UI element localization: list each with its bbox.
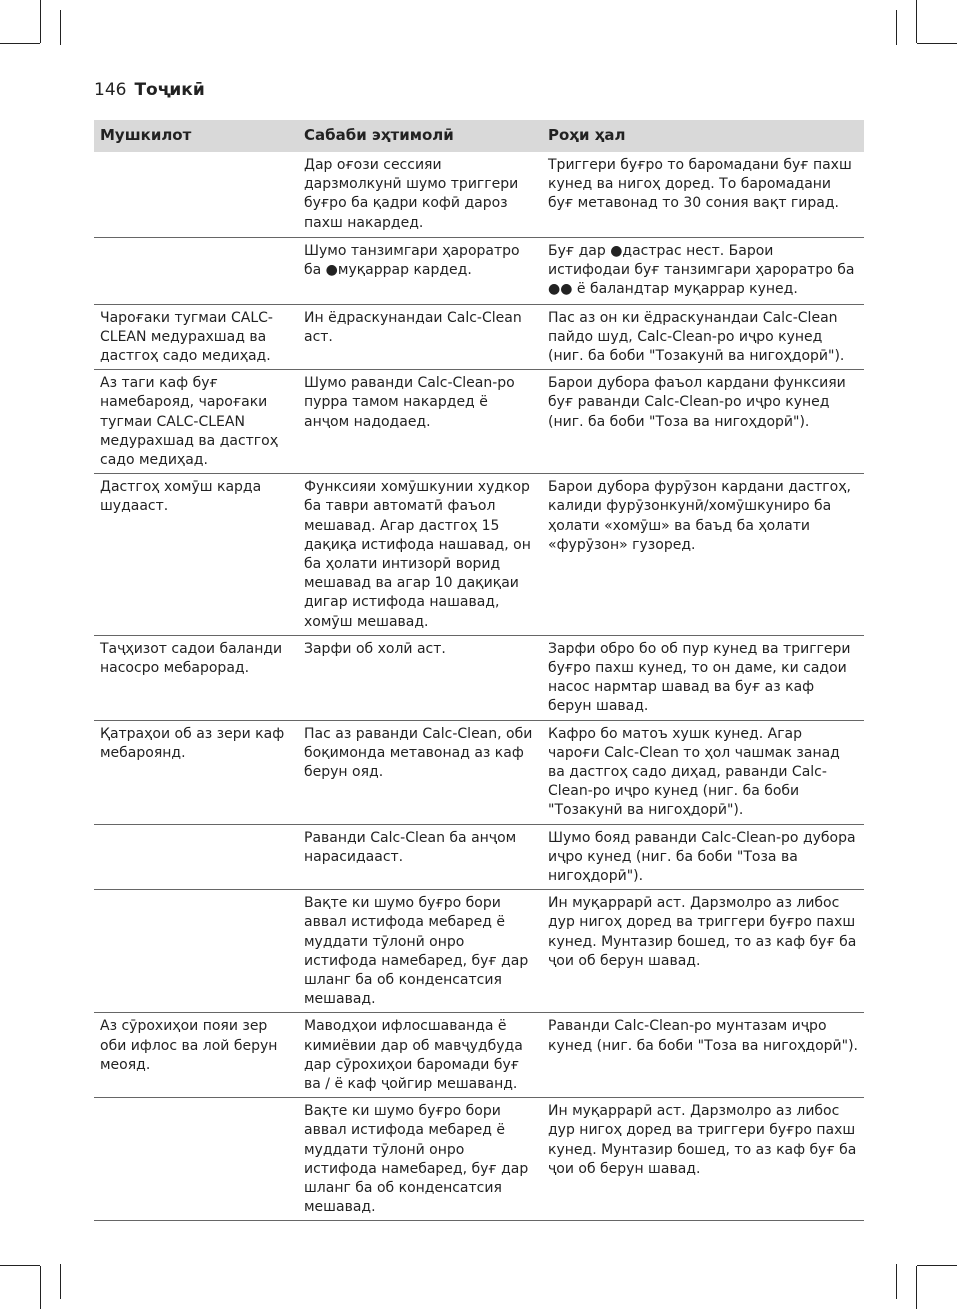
crop-mark	[896, 1264, 897, 1299]
problem-cell: Таҷҳизот садои баланди насосро мебарорад.	[94, 635, 298, 720]
crop-mark	[916, 1266, 917, 1309]
problem-cell	[94, 890, 298, 1013]
crop-mark	[0, 43, 40, 44]
column-header-problem: Мушкилот	[94, 120, 298, 152]
solution-cell: Раванди Calc-Clean-ро мунтазам иҷро кунед (ниг. ба боби "Тоза ва нигоҳдорӣ").	[542, 1013, 864, 1098]
problem-cell: Чароғаки тугмаи CALC-CLEAN медурахшад ва дастгоҳ садо медиҳад.	[94, 304, 298, 370]
problem-cell: Аз сӯрохиҳои пояи зер оби ифлос ва лой берун меояд.	[94, 1013, 298, 1098]
crop-mark	[60, 1264, 61, 1299]
problem-cell	[94, 152, 298, 237]
solution-cell: Триггери буғро то баромадани буғ пахш кунед ва нигоҳ доред. То баромадани буғ метавонад то 30 сония вақт гирад.	[542, 152, 864, 237]
solution-cell: Кафро бо матоъ хушк кунед. Агар чароғи Calc-Clean то ҳол чашмак занад ва дастгоҳ садо диҳад, раванди Calc-Clean-ро иҷро кунед (ниг. ба боби "Тозакунӣ ва нигоҳдорӣ").	[542, 720, 864, 824]
solution-cell: Барои дубора фурӯзон кардани дастгоҳ, калиди фурӯзонкунӣ/хомӯшкуниро ба ҳолати «хомӯш» ва баъд ба ҳолати «фурӯзон» гузоред.	[542, 474, 864, 636]
table-row	[94, 824, 864, 890]
crop-mark	[896, 10, 897, 45]
crop-mark	[916, 0, 917, 43]
cause-cell: Ин ёдраскунандаи Calc-Clean аст.	[298, 304, 542, 370]
cause-cell: Маводҳои ифлосшаванда ё кимиёвии дар об мавҷудбуда дар сӯрохиҳои баромади буғ ва / ё каф ҷойгир мешаванд.	[298, 1013, 542, 1098]
crop-mark	[60, 10, 61, 45]
page-number: 146	[94, 80, 127, 100]
solution-cell: Зарфи обро бо об пур кунед ва триггери буғро пахш кунед, то он даме, ки садои насос нармтар шавад ва буғ аз каф берун шавад.	[542, 635, 864, 720]
page-language: Тоҷикӣ	[134, 80, 205, 100]
crop-mark	[917, 1265, 957, 1266]
table-row	[94, 370, 864, 474]
crop-mark	[0, 1265, 40, 1266]
cause-cell: Шумо раванди Calc-Clean-ро пурра тамом накардед ё анҷом надодаед.	[298, 370, 542, 474]
problem-cell	[94, 237, 298, 304]
table-row	[94, 474, 864, 636]
problem-cell	[94, 1098, 298, 1221]
cause-cell: Раванди Calc-Clean ба анҷом нарасидааст.	[298, 824, 542, 890]
table-row	[94, 1013, 864, 1098]
problem-cell: Қатраҳои об аз зери каф мебароянд.	[94, 720, 298, 824]
cause-cell: Дар оғози сессияи дарзмолкунӣ шумо триггери буғро ба қадри кофӣ дароз пахш накардед.	[298, 152, 542, 237]
cause-cell: Вақте ки шумо буғро бори аввал истифода мебаред ё муддати тӯлонӣ онро истифода намебаред, буғ дар шланг ба об конденсатсия мешавад.	[298, 1098, 542, 1221]
solution-cell: Ин муқаррарӣ аст. Дарзмолро аз либос дур нигоҳ доред ва триггери буғро пахш кунед. Мунтазир бошед, то аз каф буғ ба ҷои об берун шавад.	[542, 890, 864, 1013]
problem-cell: Аз таги каф буғ намебарояд, чароғаки тугмаи CALC-CLEAN медурахшад ва дастгоҳ садо медиҳад.	[94, 370, 298, 474]
crop-mark	[40, 0, 41, 43]
column-header-cause: Сабаби эҳтимолӣ	[298, 120, 542, 152]
table-row	[94, 152, 864, 237]
solution-cell: Буғ дар ●дастрас нест. Барои истифодаи буғ танзимгари ҳароратро ба ●● ё баландтар муқаррар кунед.	[542, 237, 864, 304]
solution-cell: Шумо бояд раванди Calc-Clean-ро дубора иҷро кунед (ниг. ба боби "Тоза ва нигоҳдорӣ").	[542, 824, 864, 890]
crop-mark	[917, 43, 957, 44]
table-row	[94, 304, 864, 370]
table-header-row	[94, 120, 864, 152]
problem-cell	[94, 824, 298, 890]
cause-cell: Вақте ки шумо буғро бори аввал истифода мебаред ё муддати тӯлонӣ онро истифода намебаред, буғ дар шланг ба об конденсатсия мешавад.	[298, 890, 542, 1013]
cause-cell: Функсияи хомӯшкунии худкор ба таври автоматӣ фаъол мешавад. Агар дастгоҳ 15 дақиқа истифода нашавад, он ба ҳолати интизорӣ ворид мешавад ва агар 10 дақиқаи дигар истифода нашавад, хомӯш мешавад.	[298, 474, 542, 636]
cause-cell: Пас аз раванди Calc-Clean, оби боқимонда метавонад аз каф берун ояд.	[298, 720, 542, 824]
solution-cell: Барои дубора фаъол кардани функсияи буғ раванди Calc-Clean-ро иҷро кунед (ниг. ба боби "Тоза ва нигоҳдорӣ").	[542, 370, 864, 474]
solution-cell: Ин муқаррарӣ аст. Дарзмолро аз либос дур нигоҳ доред ва триггери буғро пахш кунед. Мунтазир бошед, то аз каф буғ ба ҷои об берун шавад.	[542, 1098, 864, 1221]
cause-cell: Шумо танзимгари ҳароратро ба ●муқаррар кардед.	[298, 237, 542, 304]
table-row	[94, 635, 864, 720]
troubleshooting-table	[94, 120, 864, 1221]
table-row	[94, 1098, 864, 1221]
table-row	[94, 720, 864, 824]
cause-cell: Зарфи об холӣ аст.	[298, 635, 542, 720]
table-row	[94, 890, 864, 1013]
crop-mark	[40, 1266, 41, 1309]
solution-cell: Пас аз он ки ёдраскунандаи Calc-Clean пайдо шуд, Calc-Clean-ро иҷро кунед (ниг. ба боби "Тозакунӣ ва нигоҳдорӣ").	[542, 304, 864, 370]
problem-cell: Дастгоҳ хомӯш карда шудааст.	[94, 474, 298, 636]
page-header	[94, 80, 205, 104]
column-header-solution: Роҳи ҳал	[542, 120, 864, 152]
table-row	[94, 237, 864, 304]
